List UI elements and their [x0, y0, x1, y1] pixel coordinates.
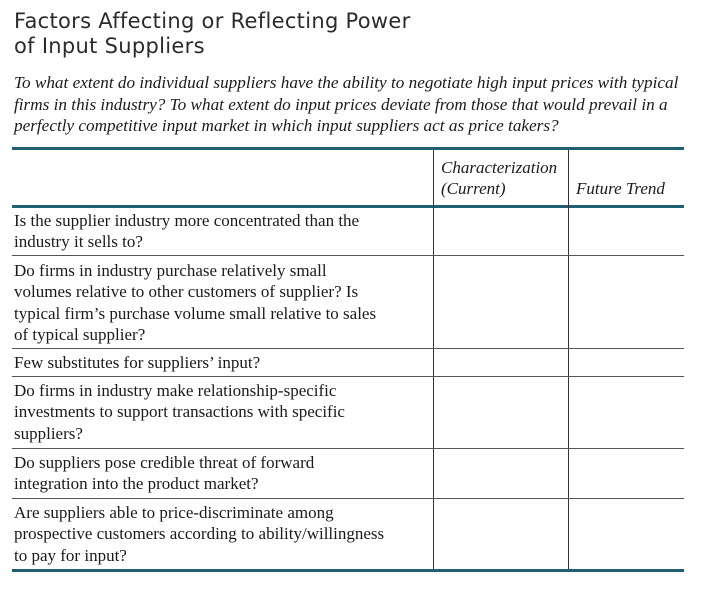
intro-question	[14, 72, 694, 137]
future-trend-cell[interactable]	[569, 349, 684, 375]
row-line: Do suppliers pose credible threat of forward	[14, 453, 315, 472]
row-line: prospective customers according to ability/willingness	[14, 524, 385, 544]
row-line: integration into the product market?	[14, 474, 259, 494]
table-row-factor	[14, 210, 429, 253]
row-line: investments to support transactions with specific	[14, 402, 345, 422]
row-line: suppliers?	[14, 423, 83, 443]
table-row-factor	[14, 260, 429, 346]
table-row-factor	[14, 352, 429, 373]
title-line-1: Factors Affecting or Reflecting Power	[14, 9, 411, 33]
row-line: Do firms in industry purchase relatively small	[14, 261, 327, 280]
row-line: Are suppliers able to price-discriminate among	[14, 503, 334, 522]
row-line: of typical supplier?	[14, 325, 146, 345]
row-line: to pay for input?	[14, 545, 127, 565]
column-header-line: (Current)	[441, 179, 506, 198]
table-top-rule	[12, 147, 684, 150]
intro-line: To what extent do individual suppliers have the ability to negotiate high input prices with typical	[14, 73, 679, 92]
column-header-future-trend: Future Trend	[576, 179, 665, 198]
table-row-factor	[14, 452, 429, 495]
title-line-2: of Input Suppliers	[14, 34, 205, 58]
column-header-line: Characterization	[441, 158, 558, 177]
row-line: Do firms in industry make relationship-specific	[14, 381, 337, 400]
characterization-cell[interactable]	[434, 377, 568, 447]
table-bottom-rule	[12, 569, 684, 572]
column-header-characterization	[441, 157, 566, 199]
characterization-cell[interactable]	[434, 208, 568, 254]
future-trend-cell[interactable]	[569, 208, 684, 254]
row-line: Is the supplier industry more concentrated than the	[14, 211, 360, 230]
row-line: industry it sells to?	[14, 232, 143, 252]
intro-line: perfectly competitive input market in which input suppliers act as price takers?	[14, 116, 559, 135]
characterization-cell[interactable]	[434, 349, 568, 375]
row-line: typical firm’s purchase volume small relative to sales	[14, 303, 377, 323]
future-trend-cell[interactable]	[569, 256, 684, 347]
characterization-cell[interactable]	[434, 449, 568, 497]
intro-line: firms in this industry? To what extent do input prices deviate from those that would prevail in a	[14, 94, 668, 114]
characterization-cell[interactable]	[434, 256, 568, 347]
future-trend-cell[interactable]	[569, 449, 684, 497]
future-trend-cell[interactable]	[569, 499, 684, 569]
future-trend-cell[interactable]	[569, 377, 684, 447]
row-line: volumes relative to other customers of supplier? Is	[14, 282, 359, 302]
page-title	[14, 9, 694, 59]
row-line: Few substitutes for suppliers’ input?	[14, 353, 261, 372]
characterization-cell[interactable]	[434, 499, 568, 569]
table-row-factor	[14, 380, 429, 444]
table-row-factor	[14, 502, 429, 566]
